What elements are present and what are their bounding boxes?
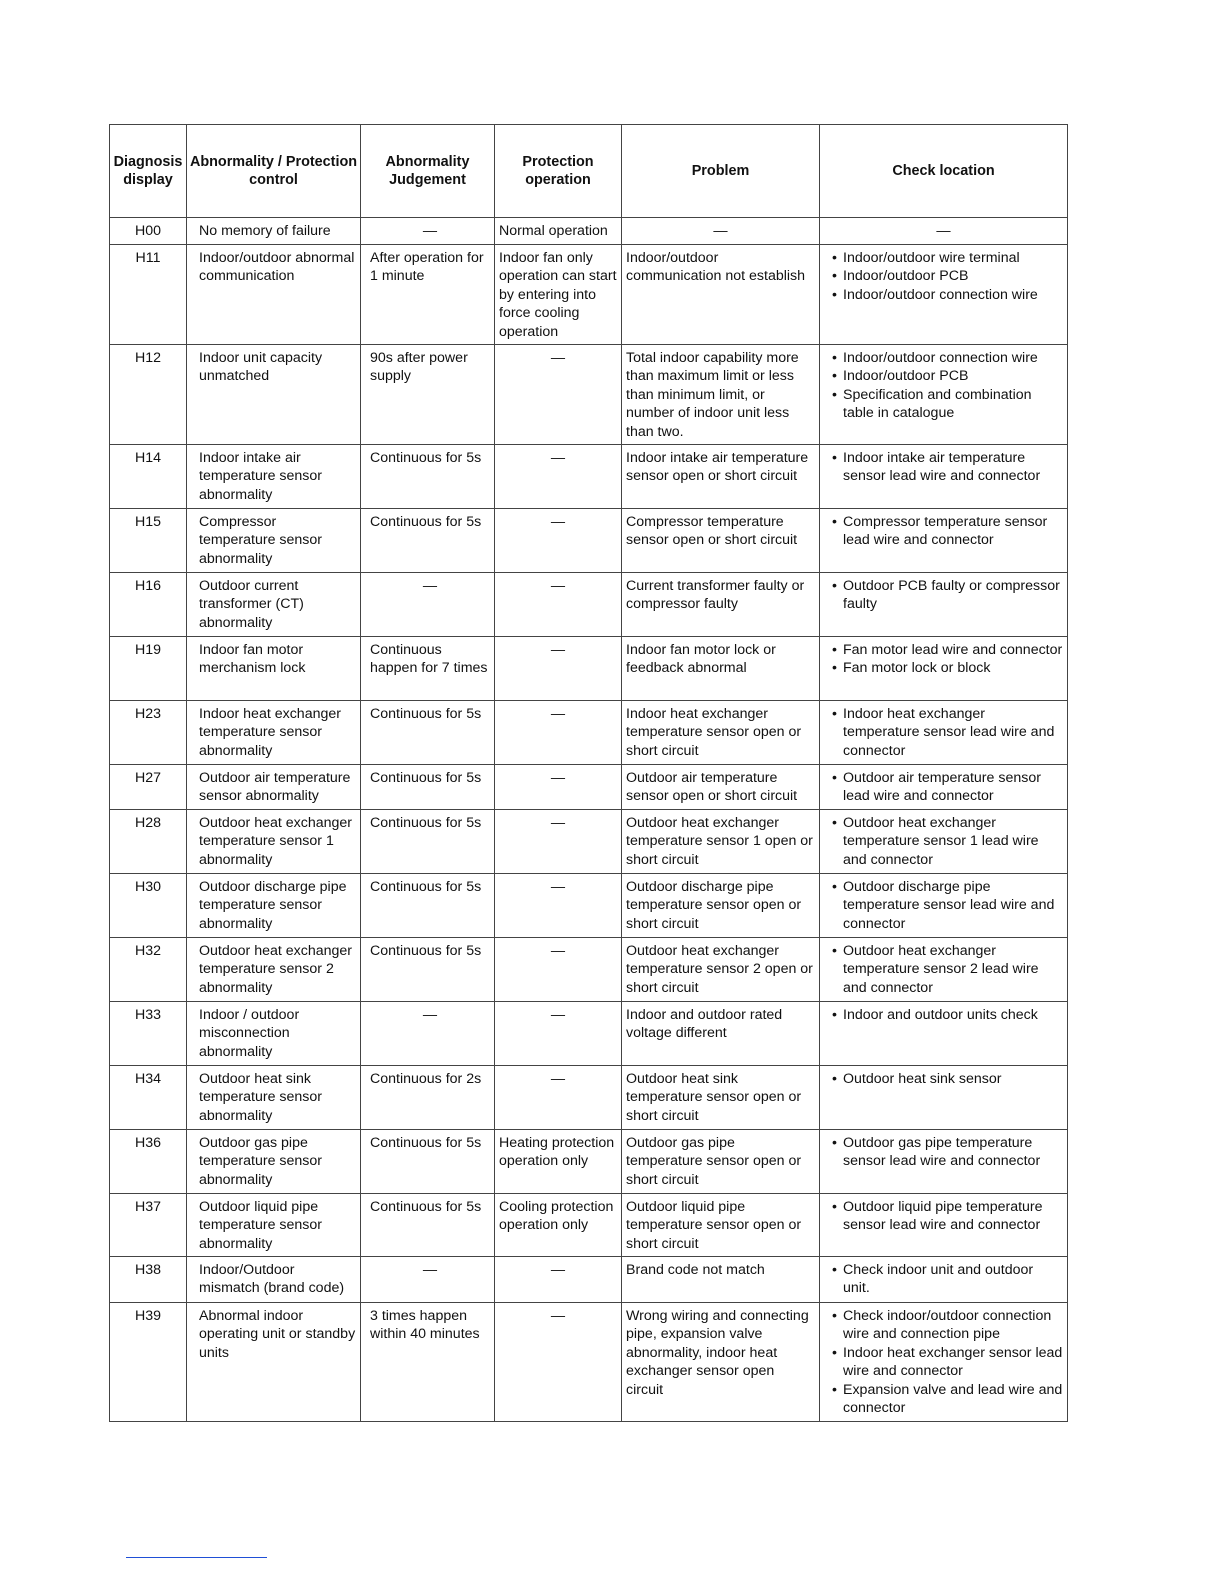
check-list	[832, 349, 1063, 423]
abnormality-cell: Indoor / outdoor misconnection abnormality	[187, 1002, 361, 1066]
footer-rule	[126, 1557, 267, 1558]
problem-cell: Outdoor liquid pipe temperature sensor open or short circuit	[622, 1194, 820, 1257]
protection-cell: —	[495, 573, 622, 637]
check-location-cell	[820, 1257, 1068, 1303]
abnormality-cell: Compressor temperature sensor abnormality	[187, 509, 361, 573]
header-judgement: Abnormality Judgement	[361, 125, 495, 218]
check-list	[832, 769, 1063, 806]
abnormality-cell: Abnormal indoor operating unit or standby units	[187, 1303, 361, 1422]
judgement-cell: —	[361, 573, 495, 637]
diagnosis-code: H38	[110, 1257, 187, 1303]
table-row	[110, 245, 1068, 345]
diagnosis-code: H32	[110, 938, 187, 1002]
judgement-cell: Continuous for 5s	[361, 445, 495, 509]
check-item: • Outdoor PCB faulty or compressor faulty	[832, 577, 1063, 614]
table-row	[110, 637, 1068, 701]
check-list	[832, 449, 1063, 486]
abnormality-cell: Outdoor current transformer (CT) abnormality	[187, 573, 361, 637]
check-location-cell	[820, 637, 1068, 701]
check-list	[832, 814, 1063, 869]
header-row	[110, 125, 1068, 218]
abnormality-cell: Indoor heat exchanger temperature sensor abnormality	[187, 701, 361, 765]
check-item: • Indoor heat exchanger temperature sensor lead wire and connector	[832, 705, 1063, 760]
diagnosis-code: H34	[110, 1066, 187, 1130]
table-row	[110, 573, 1068, 637]
check-list	[832, 577, 1063, 614]
problem-cell: Brand code not match	[622, 1257, 820, 1303]
abnormality-cell: Outdoor air temperature sensor abnormality	[187, 765, 361, 810]
problem-cell: Outdoor heat exchanger temperature sensor 2 open or short circuit	[622, 938, 820, 1002]
check-item: • Outdoor heat exchanger temperature sensor 1 lead wire and connector	[832, 814, 1063, 869]
judgement-cell: Continuous for 2s	[361, 1066, 495, 1130]
abnormality-cell: Outdoor heat exchanger temperature sensor 1 abnormality	[187, 810, 361, 874]
diagnosis-code: H19	[110, 637, 187, 701]
problem-cell: Indoor/outdoor communication not establish	[622, 245, 820, 345]
diagnosis-code: H27	[110, 765, 187, 810]
table-row	[110, 218, 1068, 245]
problem-cell: Outdoor air temperature sensor open or short circuit	[622, 765, 820, 810]
header-protection: Protection operation	[495, 125, 622, 218]
abnormality-cell: Indoor/outdoor abnormal communication	[187, 245, 361, 345]
judgement-cell: Continuous happen for 7 times	[361, 637, 495, 701]
protection-cell: Indoor fan only operation can start by entering into force cooling operation	[495, 245, 622, 345]
protection-cell: —	[495, 810, 622, 874]
check-item: • Indoor intake air temperature sensor lead wire and connector	[832, 449, 1063, 486]
abnormality-cell: No memory of failure	[187, 218, 361, 245]
diagnosis-code: H12	[110, 345, 187, 445]
protection-cell: —	[495, 637, 622, 701]
abnormality-cell: Outdoor discharge pipe temperature sensor abnormality	[187, 874, 361, 938]
abnormality-cell: Indoor intake air temperature sensor abnormality	[187, 445, 361, 509]
protection-cell: —	[495, 445, 622, 509]
check-item: • Fan motor lock or block	[832, 659, 1063, 677]
judgement-cell: —	[361, 1002, 495, 1066]
header-problem: Problem	[622, 125, 820, 218]
protection-cell: —	[495, 1066, 622, 1130]
check-location-cell	[820, 245, 1068, 345]
check-list	[832, 1070, 1063, 1088]
problem-cell: —	[622, 218, 820, 245]
judgement-cell: Continuous for 5s	[361, 765, 495, 810]
check-location-cell	[820, 874, 1068, 938]
check-item: • Outdoor heat sink sensor	[832, 1070, 1063, 1088]
table-row	[110, 1194, 1068, 1257]
judgement-cell: 90s after power supply	[361, 345, 495, 445]
table-row	[110, 1303, 1068, 1422]
diagnosis-code: H28	[110, 810, 187, 874]
protection-cell: Heating protection operation only	[495, 1130, 622, 1194]
problem-cell: Wrong wiring and connecting pipe, expansion valve abnormality, indoor heat exchanger sensor open circuit	[622, 1303, 820, 1422]
problem-cell: Indoor and outdoor rated voltage different	[622, 1002, 820, 1066]
abnormality-cell: Outdoor heat exchanger temperature sensor 2 abnormality	[187, 938, 361, 1002]
table-row	[110, 701, 1068, 765]
protection-cell: Cooling protection operation only	[495, 1194, 622, 1257]
check-item: • Specification and combination table in catalogue	[832, 386, 1063, 423]
check-location-cell	[820, 1303, 1068, 1422]
diagnosis-code: H11	[110, 245, 187, 345]
abnormality-cell: Indoor/Outdoor mismatch (brand code)	[187, 1257, 361, 1303]
diagnosis-table	[109, 124, 1068, 1422]
problem-cell: Outdoor gas pipe temperature sensor open or short circuit	[622, 1130, 820, 1194]
check-location-cell	[820, 1130, 1068, 1194]
table-row	[110, 1257, 1068, 1303]
judgement-cell: —	[361, 218, 495, 245]
check-item: • Indoor/outdoor PCB	[832, 367, 1063, 385]
judgement-cell: After operation for 1 minute	[361, 245, 495, 345]
problem-cell: Current transformer faulty or compressor faulty	[622, 573, 820, 637]
protection-cell: —	[495, 1303, 622, 1422]
judgement-cell: 3 times happen within 40 minutes	[361, 1303, 495, 1422]
protection-cell: —	[495, 509, 622, 573]
check-location-cell	[820, 1066, 1068, 1130]
problem-cell: Indoor fan motor lock or feedback abnormal	[622, 637, 820, 701]
check-item: • Check indoor/outdoor connection wire and connection pipe	[832, 1307, 1063, 1344]
check-location-cell	[820, 345, 1068, 445]
check-list	[832, 249, 1063, 304]
judgement-cell: Continuous for 5s	[361, 810, 495, 874]
judgement-cell: Continuous for 5s	[361, 938, 495, 1002]
diagnosis-code: H15	[110, 509, 187, 573]
problem-cell: Outdoor heat exchanger temperature sensor 1 open or short circuit	[622, 810, 820, 874]
diagnosis-code: H37	[110, 1194, 187, 1257]
protection-cell: —	[495, 874, 622, 938]
header-check-location: Check location	[820, 125, 1068, 218]
problem-cell: Total indoor capability more than maximum limit or less than minimum limit, or number of indoor unit less than two.	[622, 345, 820, 445]
check-item: • Outdoor heat exchanger temperature sensor 2 lead wire and connector	[832, 942, 1063, 997]
table-row	[110, 1130, 1068, 1194]
check-item: • Expansion valve and lead wire and connector	[832, 1381, 1063, 1418]
check-location-cell	[820, 765, 1068, 810]
protection-cell: —	[495, 1257, 622, 1303]
problem-cell: Indoor intake air temperature sensor open or short circuit	[622, 445, 820, 509]
check-list	[832, 878, 1063, 933]
check-location-cell: —	[820, 218, 1068, 245]
problem-cell: Indoor heat exchanger temperature sensor open or short circuit	[622, 701, 820, 765]
check-item: • Indoor/outdoor PCB	[832, 267, 1063, 285]
abnormality-cell: Indoor unit capacity unmatched	[187, 345, 361, 445]
protection-cell: —	[495, 765, 622, 810]
abnormality-cell: Indoor fan motor merchanism lock	[187, 637, 361, 701]
diagnosis-code: H36	[110, 1130, 187, 1194]
check-list	[832, 942, 1063, 997]
table-row	[110, 1002, 1068, 1066]
check-location-cell	[820, 445, 1068, 509]
abnormality-cell: Outdoor heat sink temperature sensor abnormality	[187, 1066, 361, 1130]
problem-cell: Outdoor discharge pipe temperature sensor open or short circuit	[622, 874, 820, 938]
check-item: • Check indoor unit and outdoor unit.	[832, 1261, 1063, 1298]
check-list	[832, 513, 1063, 550]
check-list	[832, 1261, 1063, 1298]
check-item: • Outdoor air temperature sensor lead wire and connector	[832, 769, 1063, 806]
check-item: • Outdoor liquid pipe temperature sensor lead wire and connector	[832, 1198, 1063, 1235]
header-abnormality: Abnormality / Protection control	[187, 125, 361, 218]
abnormality-cell: Outdoor liquid pipe temperature sensor abnormality	[187, 1194, 361, 1257]
check-item: • Compressor temperature sensor lead wire and connector	[832, 513, 1063, 550]
table-row	[110, 509, 1068, 573]
judgement-cell: —	[361, 1257, 495, 1303]
diagnosis-code: H30	[110, 874, 187, 938]
table-body	[110, 218, 1068, 1422]
check-location-cell	[820, 509, 1068, 573]
table-row	[110, 345, 1068, 445]
check-item: • Indoor/outdoor connection wire	[832, 349, 1063, 367]
header-diagnosis-display: Diagnosis display	[110, 125, 187, 218]
diagnosis-code: H00	[110, 218, 187, 245]
check-item: • Indoor/outdoor connection wire	[832, 286, 1063, 304]
problem-cell: Outdoor heat sink temperature sensor open or short circuit	[622, 1066, 820, 1130]
table-row	[110, 810, 1068, 874]
judgement-cell: Continuous for 5s	[361, 874, 495, 938]
protection-cell: —	[495, 1002, 622, 1066]
table-row	[110, 445, 1068, 509]
check-location-cell	[820, 1002, 1068, 1066]
diagnosis-code: H39	[110, 1303, 187, 1422]
check-item: • Indoor heat exchanger sensor lead wire and connector	[832, 1344, 1063, 1381]
check-item: • Outdoor discharge pipe temperature sensor lead wire and connector	[832, 878, 1063, 933]
abnormality-cell: Outdoor gas pipe temperature sensor abnormality	[187, 1130, 361, 1194]
check-item: • Fan motor lead wire and connector	[832, 641, 1063, 659]
check-list	[832, 705, 1063, 760]
table-row	[110, 938, 1068, 1002]
diagnosis-code: H23	[110, 701, 187, 765]
check-location-cell	[820, 938, 1068, 1002]
check-item: • Indoor/outdoor wire terminal	[832, 249, 1063, 267]
check-list	[832, 1198, 1063, 1235]
protection-cell: —	[495, 938, 622, 1002]
check-location-cell	[820, 573, 1068, 637]
judgement-cell: Continuous for 5s	[361, 701, 495, 765]
diagnosis-code: H16	[110, 573, 187, 637]
diagnosis-code: H14	[110, 445, 187, 509]
check-list	[832, 641, 1063, 678]
problem-cell: Compressor temperature sensor open or short circuit	[622, 509, 820, 573]
check-item: • Outdoor gas pipe temperature sensor lead wire and connector	[832, 1134, 1063, 1171]
check-location-cell	[820, 701, 1068, 765]
check-location-cell	[820, 1194, 1068, 1257]
check-list	[832, 1134, 1063, 1171]
protection-cell: —	[495, 701, 622, 765]
protection-cell: —	[495, 345, 622, 445]
judgement-cell: Continuous for 5s	[361, 509, 495, 573]
protection-cell: Normal operation	[495, 218, 622, 245]
table-row	[110, 765, 1068, 810]
check-list	[832, 1006, 1063, 1024]
table-row	[110, 1066, 1068, 1130]
table-row	[110, 874, 1068, 938]
check-item: • Indoor and outdoor units check	[832, 1006, 1063, 1024]
check-list	[832, 1307, 1063, 1417]
judgement-cell: Continuous for 5s	[361, 1194, 495, 1257]
check-location-cell	[820, 810, 1068, 874]
diagnosis-code: H33	[110, 1002, 187, 1066]
judgement-cell: Continuous for 5s	[361, 1130, 495, 1194]
